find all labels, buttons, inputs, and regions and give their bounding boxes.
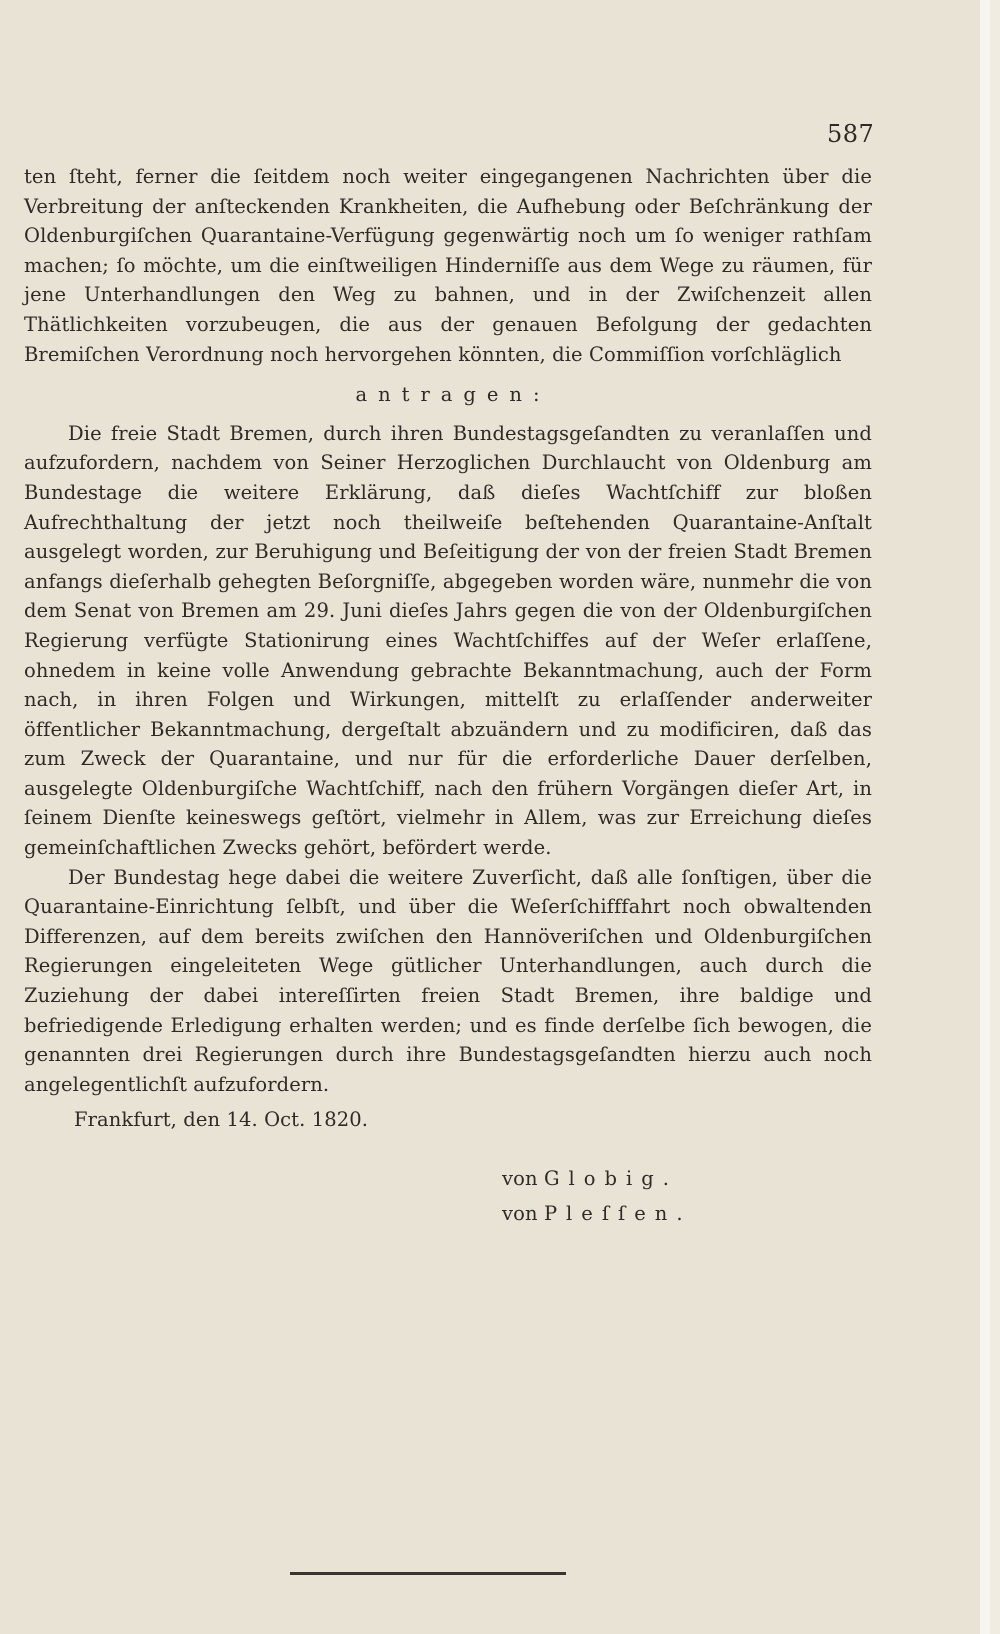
paragraph-confidence: Der Bundestag hege dabei die weitere Zuverſicht, daß alle ſonſtigen, über die Quarantaine-Einrichtung ſelbſt, und über die Weſerſchifffahrt noch obwaltenden Differenzen, auf dem bereits zwiſchen den Hannöveriſchen und Oldenburgiſchen Regierungen eingeleiteten Wege gütlicher Unterhandlungen, auch durch die Zuziehung der dabei intereſſirten freien Stadt Bremen, ihre baldige und befriedigende Erledigung erhalten werden; und es finde derſelbe ſich bewogen, die genannten drei Regierungen durch ihre Bundestagsgeſandten hierzu auch noch angelegentlichſt aufzufordern. (24, 865, 872, 1096)
paragraph-proposal: Die freie Stadt Bremen, durch ihren Bundestagsgeſandten zu veranlaſſen und aufzufordern, nachdem von Seiner Herzoglichen Durchlaucht von Oldenburg am Bundestage die weitere Erklärung, daß dieſes Wachtſchiff zur bloßen Aufrechthaltung der jetzt noch theilweiſe beſtehenden Quarantaine-Anſtalt ausgelegt worden, zur Beruhigung und Beſeitigung der von der freien Stadt Bremen anfangs dieſerhalb gehegten Beſorgniſſe, abgegeben worden wäre, nunmehr die von dem Senat von Bremen am 29. Juni dieſes Jahrs gegen die von der Oldenburgiſchen Regierung verfügte Stationirung eines Wachtſchiffes auf der Weſer erlaſſene, ohnedem in keine volle Anwendung gebrachte Bekanntmachung, auch der Form nach, in ihren Folgen und Wirkungen, mittelſt zu erlaſſender anderweiter öffentlicher Bekanntmachung, dergeſtalt abzuändern und zu modificiren, daß das zum Zweck der Quarantaine, und nur für die erforderliche Dauer derſelben, ausgelegte Oldenburgiſche Wachtſchiff, nach den frühern Vorgängen dieſer Art, in ſeinem Dienſte keineswegs geſtört, vielmehr in Allem, was zur Erreichung dieſes gemeinſchaftlichen Zwecks gehört, befördert werde. (24, 421, 872, 860)
paragraph-continuation: ten ſteht, ferner die ſeitdem noch weiter eingegangenen Nachrichten über die Verbreitung der anſteckenden Krankheiten, die Aufhebung oder Beſchränkung der Oldenburgiſchen Quarantaine-Verfügung gegenwärtig noch um ſo weniger rathſam machen; ſo möchte, um die einſtweiligen Hinderniſſe aus dem Wege zu räumen, für jene Unterhandlungen den Weg zu bahnen, und in der Zwiſchenzeit allen Thätlichkeiten vorzubeugen, die aus der genauen Befolgung der gedachten Bremiſchen Verordnung noch hervorgehen könnten, die Commiſſion vorſchläglich (24, 165, 872, 366)
signature-name: Pleſſen. (543, 1202, 692, 1225)
signature-name: Globig. (543, 1167, 678, 1190)
page-number: 587 (827, 120, 875, 148)
signature-line (502, 1196, 872, 1231)
dateline: Frankfurt, den 14. Oct. 1820. (74, 1108, 369, 1132)
separator-rule (290, 1572, 566, 1575)
signature-prefix: von (502, 1167, 538, 1190)
section-heading: antragen: (355, 383, 551, 407)
body-text (24, 162, 872, 1231)
signature-line (502, 1161, 872, 1196)
signature-prefix: von (502, 1202, 538, 1225)
signature-block (502, 1161, 872, 1231)
